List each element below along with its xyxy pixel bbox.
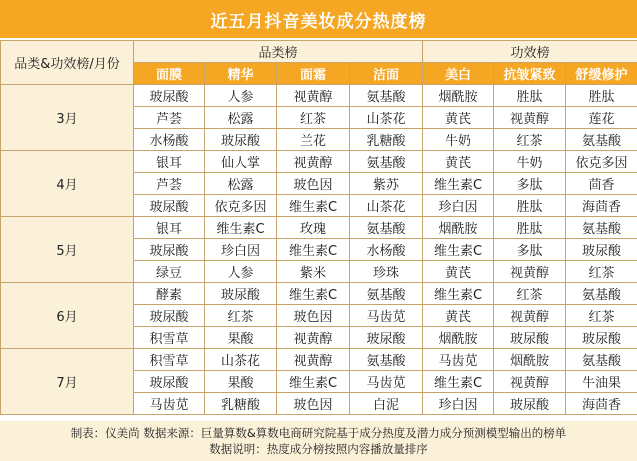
table-cell: 视黄醇	[494, 305, 566, 327]
table-cell: 视黄醇	[277, 151, 350, 173]
table-cell: 绿豆	[134, 261, 205, 283]
table-cell: 果酸	[205, 371, 277, 393]
table-row	[1, 85, 637, 107]
table-cell: 视黄醇	[494, 107, 566, 129]
table-cell: 乳糖酸	[205, 393, 277, 415]
footer-note: 数据说明：热度成分榜按照内容播放量排序	[209, 442, 428, 456]
table-cell: 玻尿酸	[134, 239, 205, 261]
footer-source: 制表：仪美尚 数据来源：巨量算数&算数电商研究院基于成分热度及潜力成分预测模型输出的榜单	[70, 426, 567, 440]
table-cell: 胜肽	[494, 85, 566, 107]
table-cell: 维生素C	[277, 283, 350, 305]
table-cell: 玻尿酸	[134, 371, 205, 393]
table-cell: 银耳	[134, 151, 205, 173]
table-cell: 松露	[205, 107, 277, 129]
table-cell: 维生素C	[423, 283, 494, 305]
table-cell: 乳糖酸	[350, 129, 423, 151]
table-cell: 多肽	[494, 239, 566, 261]
table-cell: 山茶花	[350, 195, 423, 217]
table-cell: 黄芪	[423, 107, 494, 129]
table-cell: 黄芪	[423, 151, 494, 173]
column-header: 洁面	[350, 63, 423, 85]
table-cell: 维生素C	[205, 217, 277, 239]
table-cell: 氨基酸	[566, 349, 637, 371]
table-cell: 红茶	[494, 129, 566, 151]
table-cell: 马齿苋	[350, 371, 423, 393]
table-cell: 紫米	[277, 261, 350, 283]
table-cell: 烟酰胺	[423, 85, 494, 107]
table-cell: 维生素C	[423, 173, 494, 195]
table-cell: 水杨酸	[350, 239, 423, 261]
table-cell: 氨基酸	[566, 217, 637, 239]
table-cell: 山茶花	[350, 107, 423, 129]
table-cell: 牛油果	[566, 371, 637, 393]
table-cell: 维生素C	[277, 371, 350, 393]
group-header-efficacy: 功效榜	[423, 41, 637, 63]
column-header: 面膜	[134, 63, 205, 85]
table-cell: 维生素C	[423, 371, 494, 393]
table-cell: 珍白因	[205, 239, 277, 261]
table-cell: 玻尿酸	[566, 239, 637, 261]
table-cell: 胜肽	[566, 85, 637, 107]
table-cell: 多肽	[494, 173, 566, 195]
column-header: 美白	[423, 63, 494, 85]
table-cell: 氨基酸	[350, 283, 423, 305]
table-cell: 视黄醇	[494, 261, 566, 283]
table-body	[1, 85, 637, 415]
table-cell: 珍白因	[423, 393, 494, 415]
table-cell: 红茶	[566, 261, 637, 283]
table-cell: 玻尿酸	[350, 327, 423, 349]
table-cell: 氨基酸	[350, 85, 423, 107]
table-cell: 马齿苋	[350, 305, 423, 327]
table-cell: 人参	[205, 85, 277, 107]
table-cell: 红茶	[566, 305, 637, 327]
table-cell: 莲花	[566, 107, 637, 129]
table-cell: 依克多因	[566, 151, 637, 173]
chart-title: 近五月抖音美妆成分热度榜	[0, 0, 637, 38]
table-cell: 红茶	[205, 305, 277, 327]
group-header-category: 品类榜	[134, 41, 423, 63]
table-cell: 玻尿酸	[205, 283, 277, 305]
table-cell: 兰花	[277, 129, 350, 151]
table-cell: 玻色因	[277, 305, 350, 327]
table-cell: 玫瑰	[277, 217, 350, 239]
table-cell: 烟酰胺	[423, 217, 494, 239]
table-cell: 氨基酸	[350, 151, 423, 173]
table-cell: 松露	[205, 173, 277, 195]
table-cell: 依克多因	[205, 195, 277, 217]
table-cell: 玻尿酸	[494, 327, 566, 349]
column-header: 舒缓修护	[566, 63, 637, 85]
table-cell: 氨基酸	[566, 129, 637, 151]
month-label: 4月	[1, 151, 134, 217]
table-cell: 黄芪	[423, 261, 494, 283]
table-cell: 玻尿酸	[134, 85, 205, 107]
table-cell: 海茴香	[566, 195, 637, 217]
table-cell: 仙人掌	[205, 151, 277, 173]
table-cell: 山茶花	[205, 349, 277, 371]
table-row	[1, 151, 637, 173]
table-cell: 芦荟	[134, 173, 205, 195]
table-cell: 茴香	[566, 173, 637, 195]
table-cell: 红茶	[277, 107, 350, 129]
table-cell: 马齿苋	[423, 349, 494, 371]
table-cell: 胜肽	[494, 217, 566, 239]
table-cell: 维生素C	[277, 239, 350, 261]
table-cell: 视黄醇	[494, 371, 566, 393]
table-cell: 氨基酸	[350, 349, 423, 371]
table-cell: 芦荟	[134, 107, 205, 129]
month-label: 3月	[1, 85, 134, 151]
column-header: 精华	[205, 63, 277, 85]
table-cell: 红茶	[494, 283, 566, 305]
table-cell: 白泥	[350, 393, 423, 415]
column-header: 抗皱紧致	[494, 63, 566, 85]
table-cell: 维生素C	[277, 195, 350, 217]
month-label: 5月	[1, 217, 134, 283]
month-label: 6月	[1, 283, 134, 349]
table-cell: 海茴香	[566, 393, 637, 415]
table-cell: 玻色因	[277, 393, 350, 415]
table-cell: 珍珠	[350, 261, 423, 283]
table-cell: 玻尿酸	[566, 327, 637, 349]
table-cell: 氨基酸	[566, 283, 637, 305]
ranking-table	[0, 40, 637, 415]
table-cell: 玻尿酸	[205, 129, 277, 151]
table-cell: 玻尿酸	[134, 305, 205, 327]
column-header: 面霜	[277, 63, 350, 85]
table-row	[1, 283, 637, 305]
table-cell: 牛奶	[494, 151, 566, 173]
table-cell: 珍白因	[423, 195, 494, 217]
table-cell: 酵素	[134, 283, 205, 305]
table-cell: 视黄醇	[277, 327, 350, 349]
table-row	[1, 217, 637, 239]
table-cell: 玻色因	[277, 173, 350, 195]
table-cell: 黄芪	[423, 305, 494, 327]
table-cell: 果酸	[205, 327, 277, 349]
month-label: 7月	[1, 349, 134, 415]
table-cell: 视黄醇	[277, 349, 350, 371]
table-cell: 玻尿酸	[494, 393, 566, 415]
table-cell: 维生素C	[423, 239, 494, 261]
row-header-label: 品类&功效榜/月份	[1, 41, 134, 85]
table-cell: 积雪草	[134, 327, 205, 349]
table-cell: 银耳	[134, 217, 205, 239]
table-cell: 积雪草	[134, 349, 205, 371]
table-cell: 牛奶	[423, 129, 494, 151]
footer	[0, 421, 637, 461]
table-cell: 胜肽	[494, 195, 566, 217]
table-cell: 紫苏	[350, 173, 423, 195]
table-cell: 马齿苋	[134, 393, 205, 415]
table-cell: 人参	[205, 261, 277, 283]
table-cell: 玻尿酸	[134, 195, 205, 217]
table-row	[1, 349, 637, 371]
table-cell: 烟酰胺	[494, 349, 566, 371]
table-cell: 视黄醇	[277, 85, 350, 107]
table-cell: 氨基酸	[350, 217, 423, 239]
table-cell: 烟酰胺	[423, 327, 494, 349]
table-cell: 水杨酸	[134, 129, 205, 151]
